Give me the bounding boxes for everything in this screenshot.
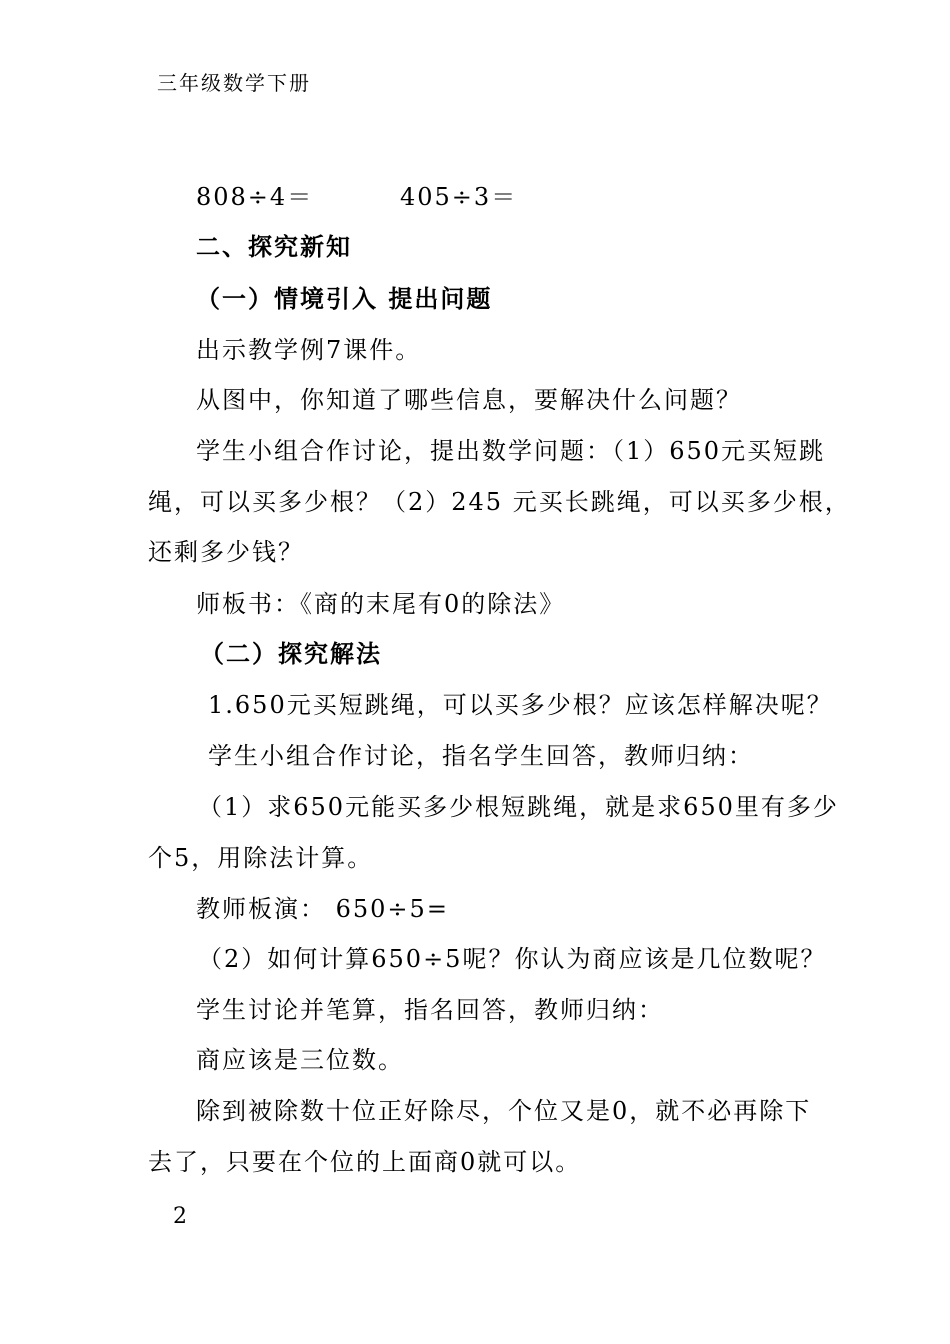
exercise-equation-2: 405÷3＝ xyxy=(400,183,518,211)
paragraph-teacher-summary: 学生小组合作讨论，指名学生回答，教师归纳： xyxy=(208,742,754,770)
paragraph-group-discussion-line3: 还剩多少钱？ xyxy=(148,538,304,566)
paragraph-division-meaning-line1: （1）求650元能买多少根短跳绳，就是求650里有多少 xyxy=(198,793,839,821)
paragraph-zero-quotient-line2: 去了，只要在个位的上面商0就可以。 xyxy=(148,1148,582,1176)
exercise-equation-1: 808÷4＝ xyxy=(196,183,314,211)
paragraph-group-discussion-line2: 绳，可以买多少根？（2）245 元买长跳绳，可以买多少根， xyxy=(148,488,851,516)
paragraph-three-digit-quotient: 商应该是三位数。 xyxy=(196,1046,404,1074)
paragraph-zero-quotient-line1: 除到被除数十位正好除尽，个位又是0，就不必再除下 xyxy=(196,1097,812,1125)
paragraph-board-equation: 教师板演： 650÷5= xyxy=(196,895,449,923)
paragraph-show-example: 出示教学例7课件。 xyxy=(196,336,422,364)
paragraph-student-calculation: 学生讨论并笔算，指名回答，教师归纳： xyxy=(196,996,664,1024)
paragraph-board-title: 师板书：《商的末尾有0的除法》 xyxy=(196,590,566,618)
paragraph-division-meaning-line2: 个5，用除法计算。 xyxy=(148,844,374,872)
document-header-title: 三年级数学下册 xyxy=(157,71,311,95)
page-number: 2 xyxy=(173,1204,187,1229)
section-heading-explore: 二、探究新知 xyxy=(196,233,352,261)
paragraph-group-discussion-line1: 学生小组合作讨论，提出数学问题：（1）650元买短跳 xyxy=(196,437,826,465)
paragraph-question-info: 从图中，你知道了哪些信息，要解决什么问题？ xyxy=(196,386,742,414)
part-heading-situation: （一）情境引入 提出问题 xyxy=(196,285,493,313)
question-650-yuan: 1.650元买短跳绳，可以买多少根？应该怎样解决呢？ xyxy=(208,691,833,719)
part-heading-solution: （二）探究解法 xyxy=(200,640,382,668)
paragraph-how-to-compute: （2）如何计算650÷5呢？你认为商应该是几位数呢？ xyxy=(198,945,827,973)
